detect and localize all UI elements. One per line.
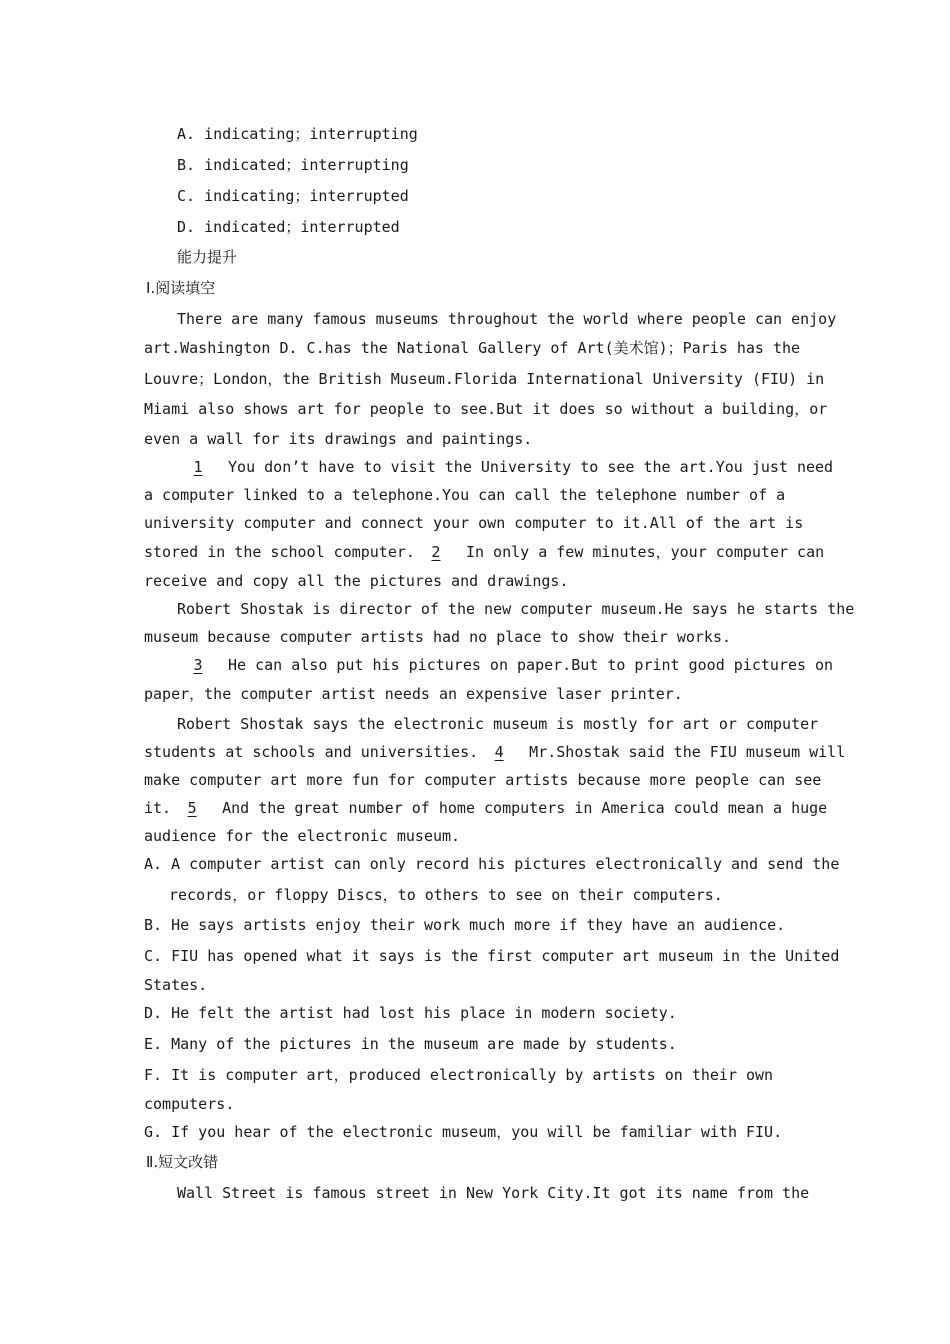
part2-title: Ⅱ.短文改错: [146, 1153, 219, 1171]
p5-line: [144, 742, 845, 762]
part1-title: Ⅰ.阅读填空: [146, 279, 216, 297]
blank-2: 2: [431, 543, 441, 561]
p1-line: art.Washington D. C.has the National Gallery of Art(美术馆)；Paris has the: [144, 339, 801, 357]
p2-text: stored in the school computer.: [144, 543, 415, 561]
choice-d: D. He felt the artist had lost his place in modern society.: [144, 1004, 677, 1022]
choice-a-cont: records，or floppy Discs，to others to see on their computers.: [169, 886, 723, 904]
p2-line: a computer linked to a telephone.You can call the telephone number of a: [144, 486, 786, 504]
p2-line: receive and copy all the pictures and drawings.: [144, 572, 569, 590]
p3-line: Robert Shostak is director of the new computer museum.He says he starts the: [177, 600, 855, 618]
p5-line: audience for the electronic museum.: [144, 827, 461, 845]
blank-1: 1: [193, 458, 203, 476]
p4-text: He can also put his pictures on paper.But to print good pictures on: [219, 656, 834, 674]
p1-line: There are many famous museums throughout the world where people can enjoy: [177, 310, 837, 328]
p5-line: [144, 798, 827, 818]
p1-line: Louvre；London，the British Museum.Florida International University (FIU) in: [144, 370, 825, 388]
option-b: B. indicated；interrupting: [177, 156, 409, 174]
p5-text: it.: [144, 799, 172, 817]
choice-a: A. A computer artist can only record his pictures electronically and send the: [144, 855, 840, 873]
option-d: D. indicated；interrupted: [177, 218, 400, 236]
p5-line: make computer art more fun for computer artists because more people can see: [144, 771, 822, 789]
p5-text: Mr.Shostak said the FIU museum will: [520, 743, 846, 761]
p2-text: In only a few minutes，your computer can: [456, 543, 825, 561]
choice-f-cont: computers.: [144, 1095, 235, 1113]
p4-line: [177, 655, 833, 675]
option-c: C. indicating；interrupted: [177, 187, 409, 205]
p5-text: And the great number of home computers in America could mean a huge: [213, 799, 828, 817]
choice-g: G. If you hear of the electronic museum，you will be familiar with FIU.: [144, 1123, 783, 1141]
p5-text: students at schools and universities.: [144, 743, 479, 761]
choice-c-cont: States.: [144, 976, 208, 994]
p6-line: Wall Street is famous street in New York City.It got its name from the: [177, 1184, 810, 1202]
blank-4: 4: [494, 743, 504, 761]
p1-line: Miami also shows art for people to see.But it does so without a building，or: [144, 400, 828, 418]
p5-line: Robert Shostak says the electronic museum is mostly for art or computer: [177, 715, 819, 733]
p2-line: [177, 457, 833, 477]
p1-line: even a wall for its drawings and paintings.: [144, 430, 533, 448]
section-heading: 能力提升: [177, 248, 238, 266]
p4-line: paper，the computer artist needs an expensive laser printer.: [144, 685, 683, 703]
p2-text: You don’t have to visit the University to see the art.You just need: [219, 458, 834, 476]
blank-5: 5: [187, 799, 197, 817]
blank-3: 3: [193, 656, 203, 674]
choice-f: F. It is computer art，produced electronically by artists on their own: [144, 1066, 774, 1084]
choice-e: E. Many of the pictures in the museum are made by students.: [144, 1035, 677, 1053]
choice-c: C. FIU has opened what it says is the first computer art museum in the United: [144, 947, 840, 965]
option-a: A. indicating；interrupting: [177, 125, 418, 143]
p3-line: museum because computer artists had no place to show their works.: [144, 628, 731, 646]
choice-b: B. He says artists enjoy their work much more if they have an audience.: [144, 916, 786, 934]
p2-line: [144, 542, 824, 562]
p2-line: university computer and connect your own computer to it.All of the art is: [144, 514, 804, 532]
